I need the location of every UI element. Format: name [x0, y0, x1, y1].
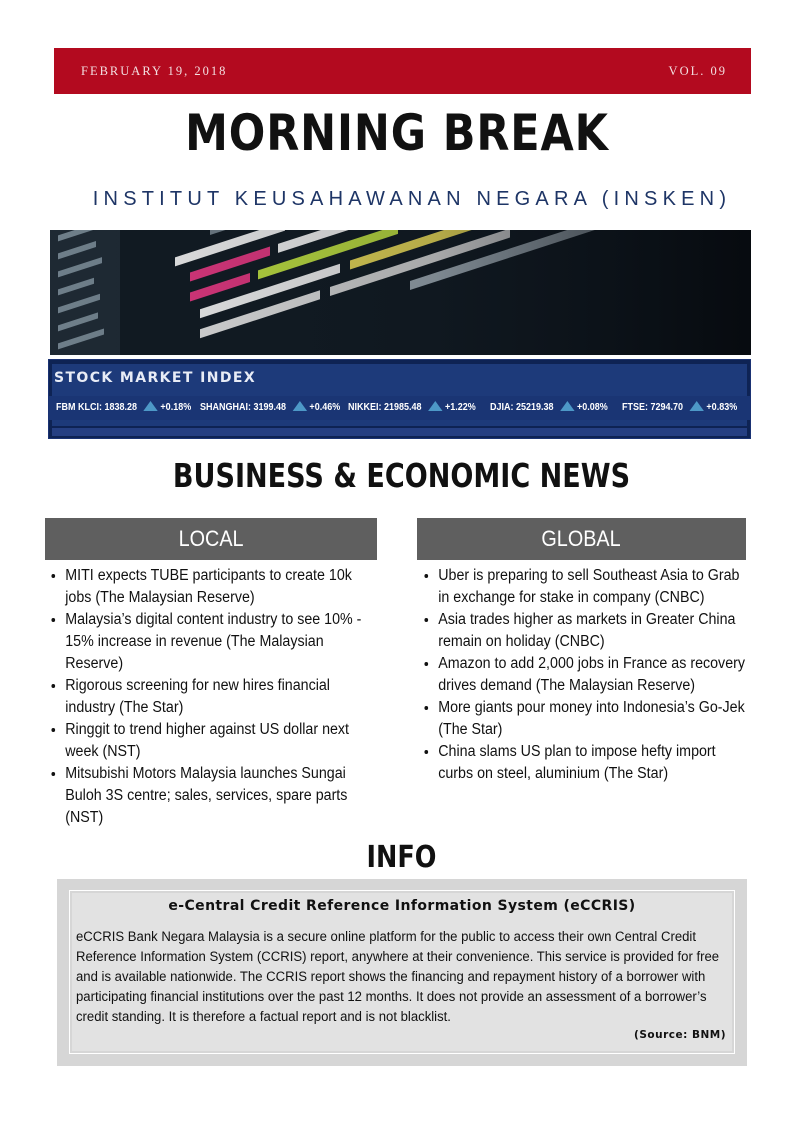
local-news-list — [45, 565, 369, 829]
info-heading: INFO — [366, 840, 437, 875]
list-item: • Malaysia’s digital content industry to see 10% - 15% increase in revenue (The Malaysian Reserve) — [65, 609, 369, 675]
ticker-item — [490, 401, 608, 413]
list-item: • More giants pour money into Indonesia’s Go-Jek (The Star) — [438, 697, 746, 741]
list-item: • China slams US plan to impose hefty import curbs on steel, aluminium (The Star) — [438, 741, 746, 785]
list-item: • Ringgit to trend higher against US dollar next week (NST) — [65, 719, 369, 763]
ticker-change: +0.18% — [160, 402, 192, 413]
list-item: • Uber is preparing to sell Southeast Asia to Grab in exchange for stake in company (CNBC) — [438, 565, 746, 609]
ticker-label: DJIA: 25219.38 — [490, 402, 554, 413]
header-bar — [54, 48, 751, 94]
stock-market-index-panel — [48, 359, 751, 439]
ticker-change: +0.46% — [309, 402, 341, 413]
ticker-change: +0.83% — [706, 402, 738, 413]
ticker-change: +1.22% — [444, 402, 476, 413]
ticker-label: FBM KLCI: 1838.28 — [56, 402, 138, 413]
newsletter-subtitle: INSTITUT KEUSAHAWANAN NEGARA (INSKEN) — [92, 188, 732, 210]
ticker-row — [49, 396, 750, 420]
list-item: • Amazon to add 2,000 jobs in France as recovery drives demand (The Malaysian Reserve) — [438, 653, 746, 697]
info-box — [57, 879, 747, 1066]
code-screen-banner-image — [50, 230, 751, 355]
ticker-label: FTSE: 7294.70 — [622, 402, 684, 413]
list-item: • Mitsubishi Motors Malaysia launches Sungai Buloh 3S centre; sales, services, spare parts (NST) — [65, 763, 369, 829]
local-heading: LOCAL — [178, 526, 244, 551]
ticker-item — [56, 401, 191, 413]
up-arrow-icon — [143, 401, 157, 411]
business-news-heading: BUSINESS & ECONOMIC NEWS — [172, 456, 631, 495]
list-item: • Asia trades higher as markets in Greater China remain on holiday (CNBC) — [438, 609, 746, 653]
stock-index-title: STOCK MARKET INDEX — [54, 370, 257, 386]
info-title: e-Central Credit Reference Information System (eCCRIS) — [168, 898, 636, 914]
info-body: eCCRIS Bank Negara Malaysia is a secure online platform for the public to access their own Central Credit Reference Information System (CCRIS) report, anywhere at their convenience. This service is provided for free and is available nationwide. The CCRIS report shows the financing and repayment history of a borrower with participating financial institutions over the past 12 months. It does not provide an assessment of a borrower’s credit standing. It is therefore a factual report and is not blacklist. — [76, 929, 720, 1025]
local-column-header — [45, 518, 377, 560]
global-column-header — [417, 518, 746, 560]
ticker-item — [622, 401, 737, 413]
global-news-list — [418, 565, 746, 785]
global-heading: GLOBAL — [541, 526, 622, 551]
up-arrow-icon — [689, 401, 703, 411]
ticker-label: NIKKEI: 21985.48 — [348, 402, 422, 413]
ticker-change: +0.08% — [576, 402, 608, 413]
up-arrow-icon — [292, 401, 306, 411]
list-item: • MITI expects TUBE participants to create 10k jobs (The Malaysian Reserve) — [65, 565, 369, 609]
list-item: • Rigorous screening for new hires financial industry (The Star) — [65, 675, 369, 719]
up-arrow-icon — [560, 401, 574, 411]
issue-volume: VOL. 09 — [668, 64, 727, 78]
newsletter-title: MORNING BREAK — [185, 104, 609, 162]
info-panel — [72, 893, 732, 1051]
up-arrow-icon — [428, 401, 442, 411]
ticker-item — [348, 401, 476, 413]
info-source: (Source: BNM) — [634, 1029, 726, 1041]
ticker-label: SHANGHAI: 3199.48 — [200, 402, 287, 413]
issue-date: FEBRUARY 19, 2018 — [81, 64, 228, 78]
ticker-item — [200, 401, 340, 413]
